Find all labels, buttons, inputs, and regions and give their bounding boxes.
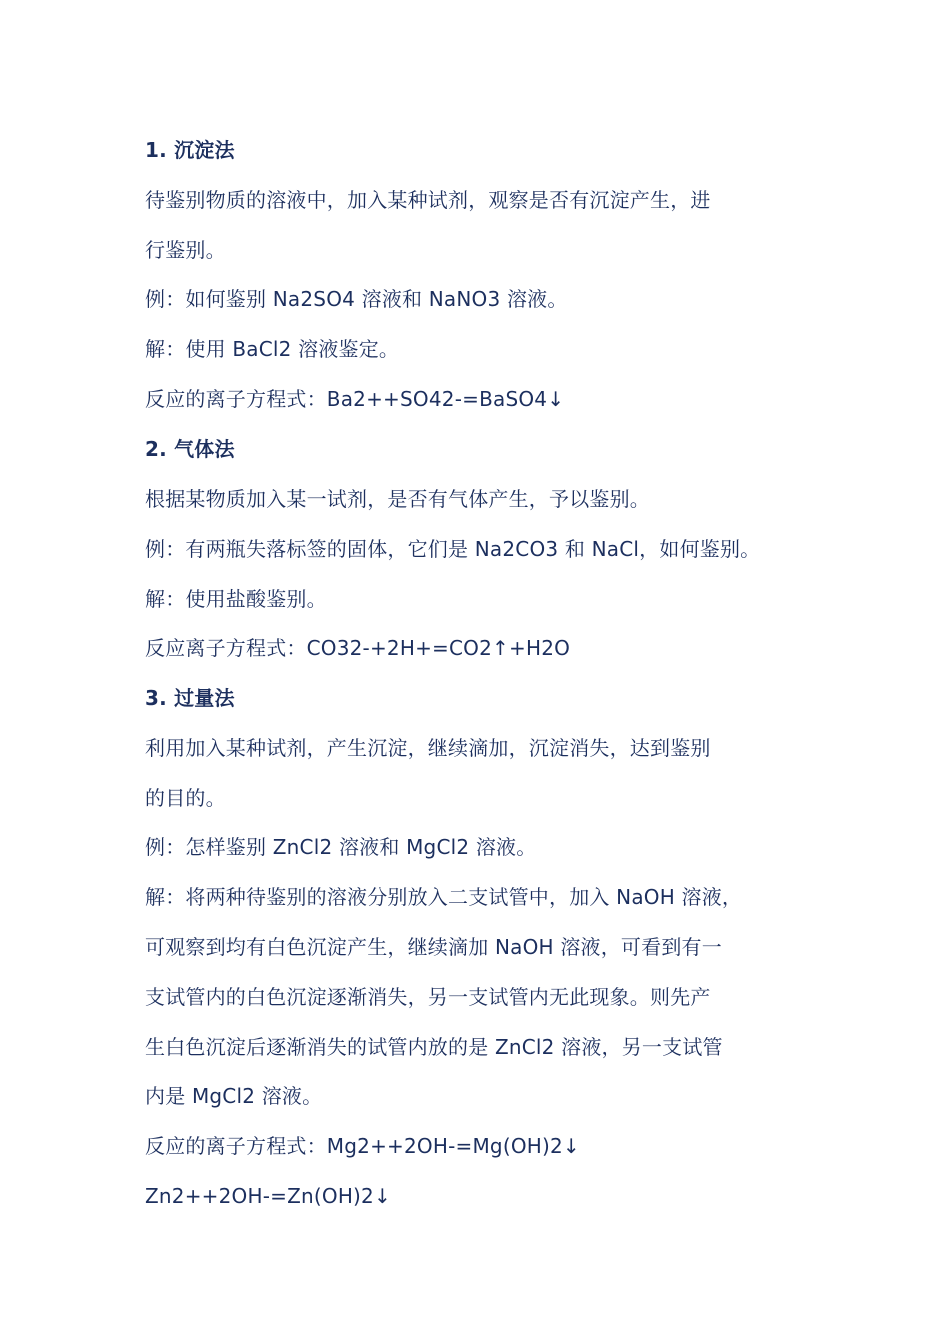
section-1-solution: 解：使用 BaCl2 溶液鉴定。 (145, 337, 400, 361)
section-2-heading: 2. 气体法 (145, 437, 235, 461)
section-3-solution-line-2: 可观察到均有白色沉淀产生，继续滴加 NaOH 溶液，可看到有一 (145, 935, 722, 959)
section-3-solution-line-5: 内是 MgCl2 溶液。 (145, 1084, 323, 1108)
section-3-equation-2: Zn2++2OH-=Zn(OH)2↓ (145, 1184, 391, 1208)
section-2-example: 例：有两瓶失落标签的固体，它们是 Na2CO3 和 NaCl，如何鉴别。 (145, 537, 761, 561)
section-2-equation: 反应离子方程式：CO32-+2H+=CO2↑+H2O (145, 636, 571, 660)
section-1-line-2: 行鉴别。 (145, 238, 226, 262)
section-1-heading: 1. 沉淀法 (145, 138, 235, 162)
section-3-line-2: 的目的。 (145, 786, 226, 810)
section-3-example: 例：怎样鉴别 ZnCl2 溶液和 MgCl2 溶液。 (145, 835, 537, 859)
section-3-equation-1: 反应的离子方程式：Mg2++2OH-=Mg(OH)2↓ (145, 1134, 580, 1158)
section-2-line-1: 根据某物质加入某一试剂，是否有气体产生，予以鉴别。 (145, 487, 650, 511)
section-1-example: 例：如何鉴别 Na2SO4 溶液和 NaNO3 溶液。 (145, 287, 568, 311)
section-3-solution-line-1: 解：将两种待鉴别的溶液分别放入二支试管中，加入 NaOH 溶液， (145, 885, 743, 909)
section-2-solution: 解：使用盐酸鉴别。 (145, 587, 327, 611)
section-3-solution-line-3: 支试管内的白色沉淀逐渐消失，另一支试管内无此现象。则先产 (145, 985, 711, 1009)
section-3-solution-line-4: 生白色沉淀后逐渐消失的试管内放的是 ZnCl2 溶液，另一支试管 (145, 1035, 723, 1059)
section-3-heading: 3. 过量法 (145, 686, 235, 710)
section-1-line-1: 待鉴别物质的溶液中，加入某种试剂，观察是否有沉淀产生，进 (145, 188, 711, 212)
section-3-line-1: 利用加入某种试剂，产生沉淀，继续滴加，沉淀消失，达到鉴别 (145, 736, 711, 760)
section-1-equation: 反应的离子方程式：Ba2++SO42-=BaSO4↓ (145, 387, 565, 411)
